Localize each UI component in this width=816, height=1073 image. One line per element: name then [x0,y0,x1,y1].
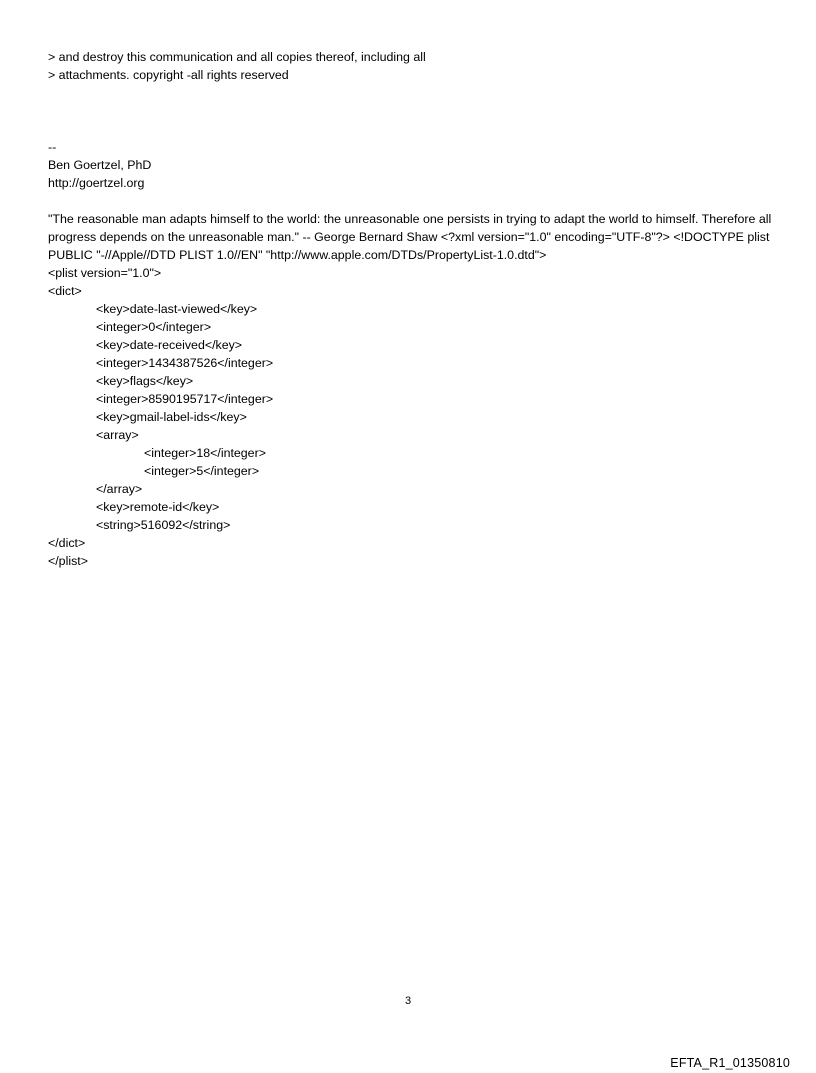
plist-entry: <integer>1434387526</integer> [96,356,274,370]
plist-entry: </array> [96,482,143,496]
plist-entry: <integer>8590195717</integer> [96,392,274,406]
dict-close: </dict> [48,536,86,550]
plist-entry: <integer>0</integer> [96,320,212,334]
plist-entry: <key>gmail-label-ids</key> [96,410,247,424]
quote-paragraph: "The reasonable man adapts himself to the world: the unreasonable one persists in trying to adapt the world to himself. Therefore all progress depends on the unreasonable man." -- George Bernard Shaw <?xml version="1.0" encoding="UTF-8"?> <!DOCTYPE plist PUBLIC "-//Apple//DTD PLIST 1.0//EN" "http://www.apple.com/DTDs/PropertyList-1.0.dtd"> [48,212,772,262]
plist-array-item: <integer>5</integer> [144,464,260,478]
document-id: EFTA_R1_01350810 [670,1056,790,1070]
quoted-footer-line-1: > and destroy this communication and all copies thereof, including all [48,50,426,64]
dict-open: <dict> [48,284,82,298]
quoted-footer-line-2: > attachments. copyright -all rights reserved [48,68,289,82]
spacer [48,84,778,102]
plist-array-item: <integer>18</integer> [144,446,266,460]
plist-close: </plist> [48,554,88,568]
plist-entry: <key>date-last-viewed</key> [96,302,258,316]
spacer [48,102,778,120]
document-body [48,48,778,570]
spacer [48,120,778,138]
spacer [48,192,778,210]
plist-open: <plist version="1.0"> [48,266,162,280]
plist-entry: <array> [96,428,139,442]
signature-separator: -- [48,140,57,154]
signature-name: Ben Goertzel, PhD [48,158,152,172]
plist-entry: <key>remote-id</key> [96,500,220,514]
signature-url: http://goertzel.org [48,176,145,190]
plist-entry: <key>date-received</key> [96,338,243,352]
page-number: 3 [404,995,412,1007]
plist-entry: <string>516092</string> [96,518,231,532]
plist-entry: <key>flags</key> [96,374,194,388]
